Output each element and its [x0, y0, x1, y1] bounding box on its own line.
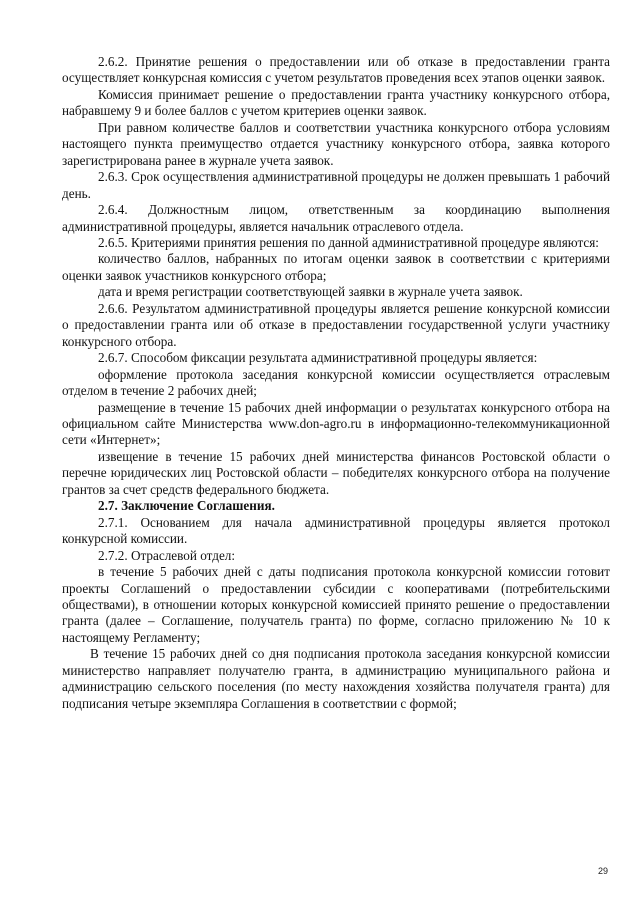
paragraph-sending-agreements: В течение 15 рабочих дней со дня подписания протокола заседания конкурсной комиссии министерство направляет получателю гранта, в администрацию муниципального района и администрацию сельского поселения (по месту нахождения хозяйства получателя гранта) для подписания четыре экземпляра Соглашения в соответствии с формой; [62, 646, 610, 711]
page-number: 29 [597, 866, 608, 876]
paragraph-2-6-7: 2.6.7. Способом фиксации результата административной процедуры является: [98, 350, 538, 366]
paragraph-2-6-6: 2.6.6. Результатом административной процедуры является решение конкурсной комиссии о предоставлении гранта или об отказе в предоставлении государственной услуги участнику конкурсного отбора. [62, 300, 610, 349]
paragraph-2-6-5: 2.6.5. Критериями принятия решения по данной административной процедуре являются: [98, 234, 599, 250]
paragraph-2-7-2: 2.7.2. Отраслевой отдел: [98, 547, 236, 563]
paragraph-2-7-1: 2.7.1. Основанием для начала административной процедуры является протокол конкурсной комиссии. [62, 514, 610, 547]
paragraph-criteria-points: количество баллов, набранных по итогам оценки заявок в соответствии с критериями оценки заявок участников конкурсного отбора; [62, 251, 610, 283]
page-body [62, 54, 610, 712]
paragraph-equal-points: При равном количестве баллов и соответствии участника конкурсного отбора условиям настоящего пункта преимущество отдается участнику конкурсного отбора, заявка которого зарегистрирована ранее в журнале учета заявок. [62, 119, 610, 168]
paragraph-2-6-3: 2.6.3. Срок осуществления административной процедуры не должен превышать 1 рабочий день. [62, 169, 610, 201]
paragraph-criteria-date: дата и время регистрации соответствующей заявки в журнале учета заявок. [98, 284, 523, 300]
section-heading-2-7: 2.7. Заключение Соглашения. [98, 498, 275, 514]
paragraph-notification: извещение в течение 15 рабочих дней министерства финансов Ростовской области о перечне юридических лиц Ростовской области – победителях конкурсного отбора на получение грантов за счет средств федерального бюджета. [62, 448, 610, 497]
paragraph-protocol: оформление протокола заседания конкурсной комиссии осуществляется отраслевым отделом в течение 2 рабочих дней; [62, 366, 610, 399]
paragraph-commission-decision: Комиссия принимает решение о предоставлении гранта участнику конкурсного отбора, набравшему 9 и более баллов с учетом критериев оценки заявок. [62, 86, 610, 119]
paragraph-2-6-2: 2.6.2. Принятие решения о предоставлении или об отказе в предоставлении гранта осуществляет конкурсная комиссия с учетом результатов проведения всех этапов оценки заявок. [62, 54, 610, 86]
paragraph-publication: размещение в течение 15 рабочих дней информации о результатах конкурсного отбора на официальном сайте Министерства www.don-agro.ru в информационно-телекоммуникационной сети «Интернет»; [62, 399, 610, 448]
paragraph-drafts: в течение 5 рабочих дней с даты подписания протокола конкурсной комиссии готовит проекты Соглашений о предоставлении субсидии с кооперативами (потребительскими обществами), в отношении которых конкурсной комиссией принято решение о предоставлении гранта (далее – Соглашение, получатель гранта) по форме, согласно приложению № 10 к настоящему Регламенту; [62, 564, 610, 645]
paragraph-2-6-4: 2.6.4. Должностным лицом, ответственным за координацию выполнения административной процедуры, является начальник отраслевого отдела. [62, 202, 610, 234]
